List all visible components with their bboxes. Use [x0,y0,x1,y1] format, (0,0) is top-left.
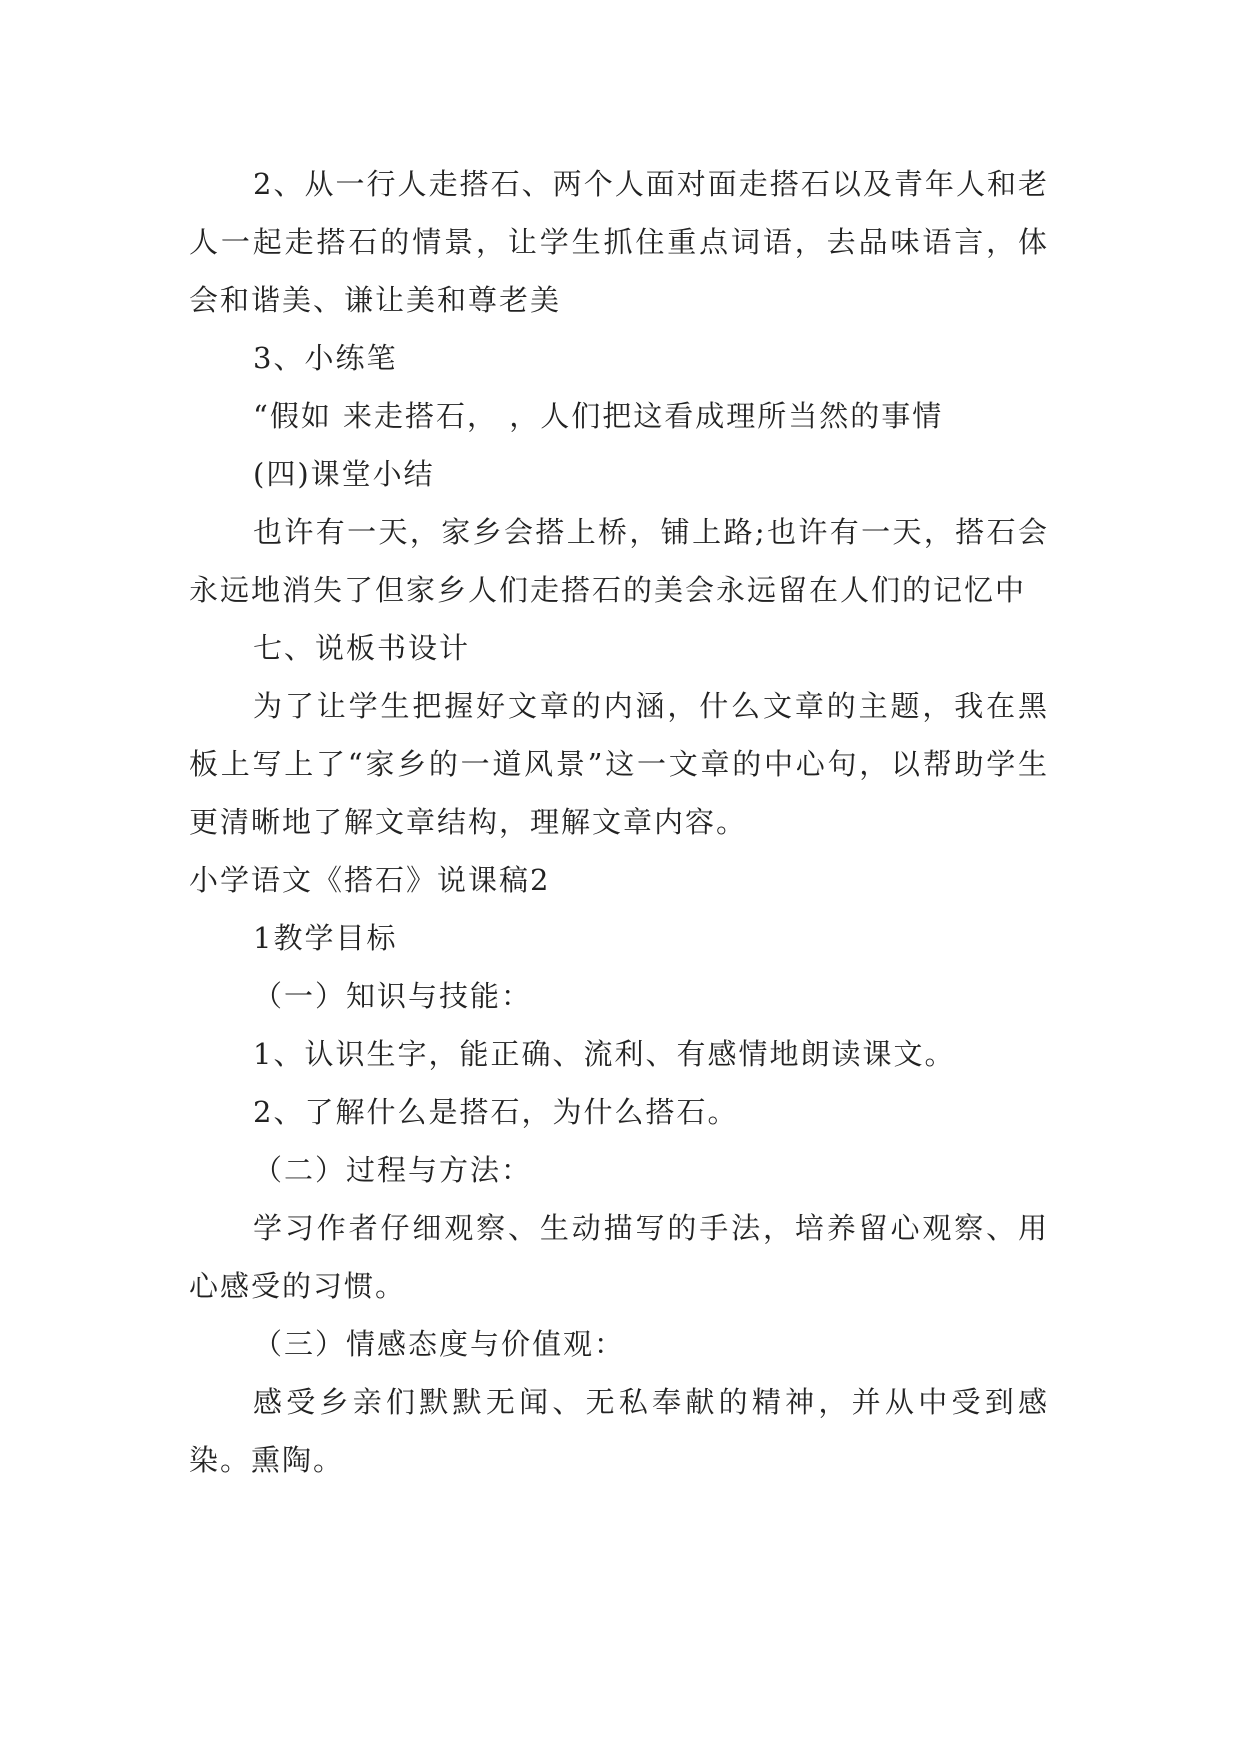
section-title: 小学语文《搭石》说课稿2 [189,863,551,897]
paragraph-blackboard-text: 为了让学生把握好文章的内涵，什么文章的主题，我在黑板上写上了“家乡的一道风景”这一文章的中心句，以帮助学生更清晰地了解文章结构，理解文章内容。 [189,689,1049,839]
list-item-goal-2: 2、了解什么是搭石，为什么搭石。 [253,1095,739,1129]
heading-blackboard-design: 七、说板书设计 [253,631,471,665]
paragraph-process-text: 学习作者仔细观察、生动描写的手法，培养留心观察、用心感受的习惯。 [189,1211,1049,1303]
list-item-goal-1: 1、认识生字，能正确、流利、有感情地朗读课文。 [253,1037,956,1071]
paragraph-writing-practice: 3、小练笔 [253,341,398,375]
heading-teaching-goals: 1教学目标 [253,921,398,955]
paragraph-summary-text: 也许有一天，家乡会搭上桥，铺上路;也许有一天，搭石会永远地消失了但家乡人们走搭石的美会永远留在人们的记忆中 [189,515,1049,607]
heading-emotion-values: （三）情感态度与价值观： [253,1327,626,1361]
heading-process-methods: （二）过程与方法： [253,1153,533,1187]
paragraph-emotion-text: 感受乡亲们默默无闻、无私奉献的精神，并从中受到感染。熏陶。 [189,1385,1049,1477]
document-body [189,155,1049,1489]
paragraph-fill-in-sentence: “假如 来走搭石， ，人们把这看成理所当然的事情 [253,399,944,433]
paragraph-scene-analysis: 2、从一行人走搭石、两个人面对面走搭石以及青年人和老人一起走搭石的情景，让学生抓住重点词语，去品味语言，体会和谐美、谦让美和尊老美 [189,167,1049,317]
heading-class-summary: (四)课堂小结 [253,457,435,491]
heading-knowledge-skills: （一）知识与技能： [253,979,533,1013]
